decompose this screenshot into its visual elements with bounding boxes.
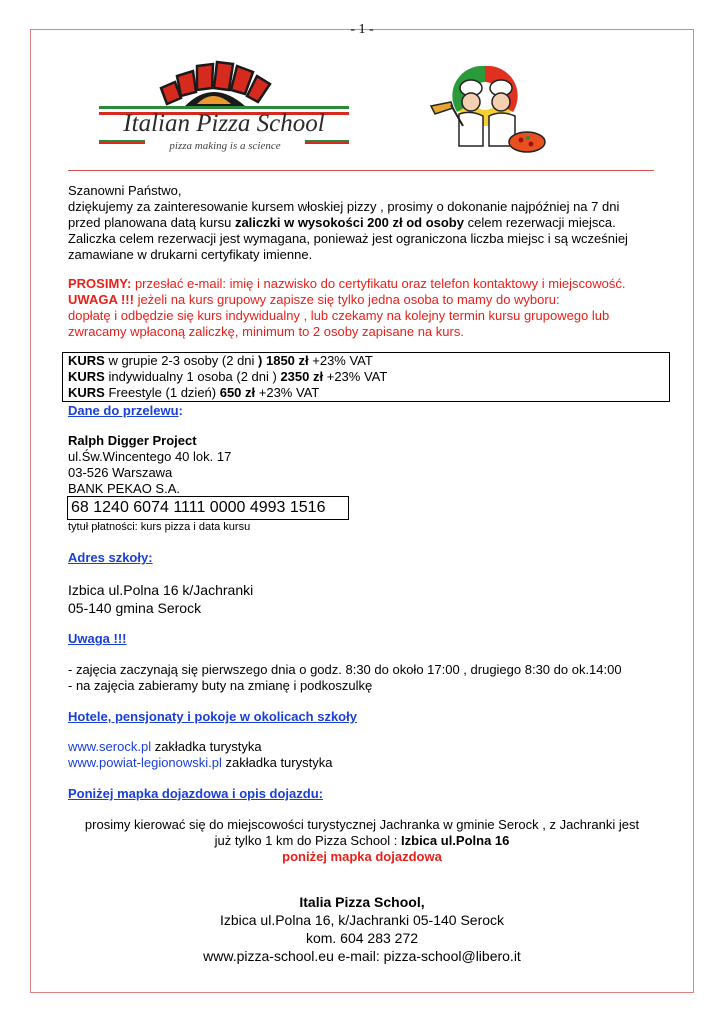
- transfer-header-link[interactable]: Dane do przelewu: [68, 403, 179, 418]
- intro-line-2-a: przed planowana datą kursu: [68, 215, 235, 230]
- footer-contact: [30, 893, 694, 965]
- directions-line-2: [30, 833, 694, 849]
- transfer-header: [68, 402, 183, 420]
- hotel-link-row: [68, 755, 568, 771]
- uwaga-text: jeżeli na kurs grupowy zapisze się tylko jedna osoba to mamy do wyboru:: [133, 292, 560, 307]
- school-address-line-1: Izbica ul.Polna 16 k/Jachranki: [68, 582, 254, 598]
- recipient-street: ul.Św.Wincentego 40 lok. 17: [68, 449, 232, 464]
- course-label: KURS: [68, 385, 105, 400]
- course-desc: w grupie 2-3 osoby (2 dni: [104, 353, 259, 368]
- directions-line-1: prosimy kierować się do miejscowości turystycznej Jachranka w gminie Serock , z Jachranki jest: [84, 817, 640, 832]
- intro-block: [68, 183, 668, 263]
- hotel-link-row: [68, 739, 568, 755]
- notice-line-3: dopłatę i odbędzie się kurs indywidualny , lub czekamy na kolejny termin kursu grupowego lub: [68, 308, 610, 323]
- footer-name: Italia Pizza School,: [299, 894, 425, 910]
- course-list: [68, 353, 668, 401]
- page-number: - 1 -: [350, 22, 374, 37]
- notice-line-2: [68, 292, 678, 308]
- header-divider: [68, 170, 654, 171]
- course-price: ) 1850 zł: [258, 353, 309, 368]
- attention-header[interactable]: Uwaga !!!: [68, 631, 127, 646]
- school-address: [68, 581, 253, 617]
- intro-line-1: dziękujemy za zainteresowanie kursem włoskiej pizzy , prosimy o dokonanie najpóźniej na 7 dni: [68, 199, 620, 214]
- course-desc: Freestyle (1 dzień): [104, 385, 220, 400]
- course-row: [68, 385, 668, 401]
- course-desc: indywidualny 1 osoba (2 dni ): [104, 369, 281, 384]
- school-address-line-2: 05-140 gmina Serock: [68, 600, 202, 616]
- hotels-header[interactable]: Hotele, pensjonaty i pokoje w okolicach szkoły: [68, 709, 357, 724]
- notice-line-4: zwracamy wpłaconą zaliczkę, minimum to 2 osoby zapisane na kurs.: [68, 324, 464, 339]
- transfer-header-colon: :: [178, 403, 183, 418]
- hotel-links: [68, 739, 568, 771]
- attention-line-2: - na zajęcia zabieramy buty na zmianę i podkoszulkę: [68, 678, 373, 693]
- course-vat: +23% VAT: [308, 353, 373, 368]
- directions-header[interactable]: Poniżej mapka dojazdowa i opis dojazdu:: [68, 786, 323, 801]
- course-vat: +23% VAT: [323, 369, 388, 384]
- course-vat: +23% VAT: [255, 385, 320, 400]
- notice-block: [68, 276, 678, 340]
- recipient-name: Ralph Digger Project: [68, 433, 197, 448]
- uwaga-label: UWAGA !!!: [68, 292, 134, 307]
- prosimy-text: przesłać e-mail: imię i nazwisko do certyfikatu oraz telefon kontaktowy i miejscowość.: [131, 276, 626, 291]
- school-address-header[interactable]: Adres szkoły:: [68, 550, 153, 565]
- payment-title-note: tytuł płatności: kurs pizza i data kursu: [68, 521, 251, 533]
- intro-line-4: zamawiane w drukarni certyfikaty imienne.: [68, 247, 313, 262]
- transfer-details: [68, 433, 468, 497]
- recipient-city: 03-526 Warszawa: [68, 465, 173, 480]
- intro-line-3: Zaliczka celem rezerwacji jest wymagana, ponieważ jest ograniczona liczba miejsc i są wcześniej: [68, 231, 628, 246]
- directions-address: Izbica ul.Polna 16: [401, 833, 510, 848]
- course-label: KURS: [68, 353, 105, 368]
- bank-account-number: 68 1240 6074 1111 0000 4993 1516: [67, 496, 349, 520]
- footer-phone: kom. 604 283 272: [305, 930, 419, 946]
- course-price: 2350 zł: [280, 369, 324, 384]
- directions-line-2-a: już tylko 1 km do Pizza School :: [214, 833, 402, 848]
- attention-notes: [68, 662, 668, 694]
- map-caption: poniżej mapka dojazdowa: [282, 849, 442, 864]
- school-logo: [95, 52, 353, 160]
- chef-illustration-icon: [427, 62, 547, 158]
- hotel-link-url[interactable]: www.serock.pl: [68, 739, 152, 754]
- intro-line-2: [68, 215, 668, 231]
- intro-deposit: zaliczki w wysokości 200 zł od osoby: [234, 215, 464, 230]
- prosimy-label: PROSIMY:: [68, 276, 132, 291]
- hotel-link-suffix: zakładka turystyka: [221, 755, 333, 770]
- logo-title: Italian Pizza School: [123, 110, 325, 137]
- chef-illustration: [427, 62, 547, 158]
- footer-web-email: www.pizza-school.eu e-mail: pizza-school@libero.it: [203, 948, 521, 964]
- recipient-bank: BANK PEKAO S.A.: [68, 481, 180, 496]
- footer-address: Izbica ul.Polna 16, k/Jachranki 05-140 Serock: [219, 912, 505, 928]
- course-row: [68, 369, 668, 385]
- hotel-link-suffix: zakładka turystyka: [151, 739, 262, 754]
- intro-greeting: Szanowni Państwo,: [68, 183, 182, 198]
- course-price: 650 zł: [219, 385, 256, 400]
- intro-line-2-c: celem rezerwacji miejsca.: [463, 215, 616, 230]
- attention-line-1: - zajęcia zaczynają się pierwszego dnia o godz. 8:30 do około 17:00 , drugiego 8:30 do ok.14:00: [68, 662, 622, 677]
- notice-line-1: [68, 276, 678, 292]
- course-row: [68, 353, 668, 369]
- course-label: KURS: [68, 369, 105, 384]
- directions-text: [30, 817, 694, 865]
- hotel-link-url[interactable]: www.powiat-legionowski.pl: [68, 755, 222, 770]
- logo-tagline: pizza making is a science: [145, 140, 305, 152]
